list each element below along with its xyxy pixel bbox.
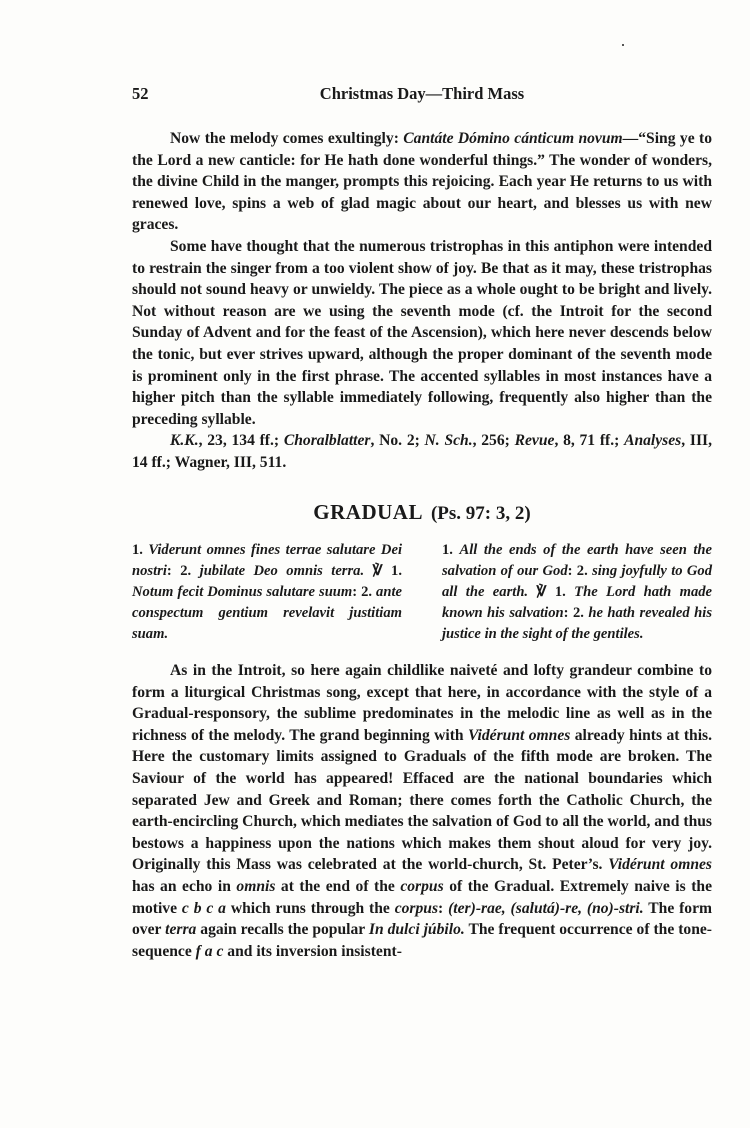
text-run: The frequent occurrence of the tone-sequence bbox=[132, 921, 712, 960]
english-translation-column bbox=[442, 540, 712, 645]
text-run: , No. 2; bbox=[370, 432, 425, 450]
gradual-commentary bbox=[132, 660, 712, 962]
tone-sequence: f a c bbox=[195, 942, 224, 960]
text-run: 1. bbox=[132, 542, 149, 558]
ref-kk: K.K. bbox=[170, 432, 199, 450]
text-run: jubilate Deo omnis terra. bbox=[199, 563, 365, 579]
text-run: The form over bbox=[132, 899, 713, 939]
syllable-examples: (ter)-rae, (salutá)-re, (no)-stri. bbox=[448, 899, 644, 917]
text-run: : 2. bbox=[166, 563, 200, 579]
paragraph-antiphon-melody bbox=[132, 128, 712, 236]
text-run: As in the Introit, so here again childlike naiveté and lofty grandeur combine to form a liturgical Christmas song, except that here, in accordance with the style of a Gradual-responsory, the sublime predominates in the melodic line as well as in the richness of the melody. The grand beginning with bbox=[132, 662, 712, 744]
text-run: All the ends of the earth have seen the salvation of our God bbox=[442, 542, 712, 579]
ref-nsch: N. Sch. bbox=[424, 432, 473, 450]
paragraph-tristrophas: Some have thought that the numerous tristrophas in this antiphon were intended to restrain the singer from a too violent show of joy. Be that as it may, these tristrophas should not sound heavy or unwieldy. The piece as a whole ought to be bright and lively. Not without reason are we using the seventh mode (cf. the Introit for the second Sunday of Advent and for the feast of the Ascension), which here never descends below the tonic, but ever strives upward, although the proper dominant of the seventh mode is prominent only in the first phrase. The accented syllables in most instances have a higher pitch than the syllable immediately following, frequently also higher than the preceding syllable. bbox=[132, 237, 712, 428]
text-run: : bbox=[438, 899, 449, 917]
text-run: Notum fecit Dominus salutare suum bbox=[132, 584, 353, 600]
ref-choralblatter: Choralblatter bbox=[283, 432, 371, 450]
text-run: ante conspectum gentium revelavit justitiam suam. bbox=[132, 584, 402, 642]
text-run: at the end of the bbox=[275, 877, 401, 895]
latin-incipit: Cantáte Dómino cánticum novum bbox=[403, 130, 623, 147]
text-run: —“Sing ye to the Lord a new canticle: for He hath done wonderful things.” The wonder of wonders, the divine Child in the manger, prompts this rejoicing. Each year He returns to us with renewed love, spins a web of glad magic about our heart, and blesses us with new graces. bbox=[132, 130, 712, 234]
gradual-heading bbox=[132, 500, 712, 525]
text-run: , 23, 134 ff.; bbox=[198, 432, 284, 450]
text-run: he hath revealed his justice in the sight of the gentiles. bbox=[442, 605, 712, 642]
text-run: , 256; bbox=[472, 432, 515, 450]
ink-speck bbox=[622, 44, 624, 46]
running-title: Christmas Day—Third Mass bbox=[319, 84, 525, 103]
hymn-title: In dulci júbilo. bbox=[368, 921, 465, 939]
paragraph-commentary bbox=[132, 660, 712, 962]
latin-incipit: Vidérunt omnes bbox=[608, 856, 712, 874]
intro-section bbox=[132, 128, 712, 474]
psalm-reference: (Ps. 97: 3, 2) bbox=[430, 503, 531, 524]
text-run: again recalls the popular bbox=[196, 921, 369, 939]
latin-word: terra bbox=[165, 921, 197, 939]
latin-text-column bbox=[132, 540, 402, 645]
latin-word: corpus bbox=[400, 877, 444, 895]
versicle-mark: ℣ 1. bbox=[364, 563, 402, 579]
text-run: : 2. bbox=[563, 605, 589, 621]
versicle-mark: ℣ 1. bbox=[528, 584, 575, 600]
text-run: sing joyfully to God all the earth. bbox=[442, 563, 713, 600]
bibliography-references bbox=[132, 430, 712, 473]
ref-revue: Revue bbox=[514, 432, 555, 450]
text-run: of the Gradual. Extremely naive is the motive bbox=[132, 877, 712, 917]
text-run: : 2. bbox=[352, 584, 377, 600]
section-title: GRADUAL bbox=[313, 500, 423, 524]
latin-incipit: Vidérunt omnes bbox=[468, 726, 571, 744]
text-run: , III, 14 ff.; Wagner, III, 511. bbox=[132, 432, 712, 471]
text-run: 1. bbox=[442, 542, 460, 558]
ref-analyses: Analyses bbox=[624, 432, 682, 450]
text-run: Now the melody comes exultingly: bbox=[170, 130, 404, 147]
text-run: already hints at this. Here the customary limits assigned to Graduals of the fifth mode are broken. The Saviour of the world has appeared! Effaced are the national boundaries which separated Jew and Greek and Roman; there comes forth the Catholic Church, the earth-encircling Church, which mediates the salvation of God to all the world, and thus bestows a happiness upon the nations which makes them shout aloud for very joy. Originally this Mass was celebrated at the world-church, St. Peter’s. bbox=[132, 726, 712, 874]
page-number: 52 bbox=[132, 84, 149, 103]
text-run: Viderunt omnes fines terrae salutare Dei nostri bbox=[132, 542, 403, 579]
motive-notes: c b c a bbox=[181, 899, 226, 917]
text-run: and its inversion insistent- bbox=[223, 942, 402, 960]
text-run: , 8, 71 ff.; bbox=[554, 432, 625, 450]
latin-word: corpus bbox=[394, 899, 439, 917]
text-run: has an echo in bbox=[132, 877, 237, 895]
text-run: which runs through the bbox=[225, 899, 395, 917]
text-run: : 2. bbox=[567, 563, 593, 579]
page-header bbox=[132, 84, 712, 106]
latin-word: omnis bbox=[236, 877, 276, 895]
text-run: The Lord hath made known his salvation bbox=[442, 584, 713, 621]
